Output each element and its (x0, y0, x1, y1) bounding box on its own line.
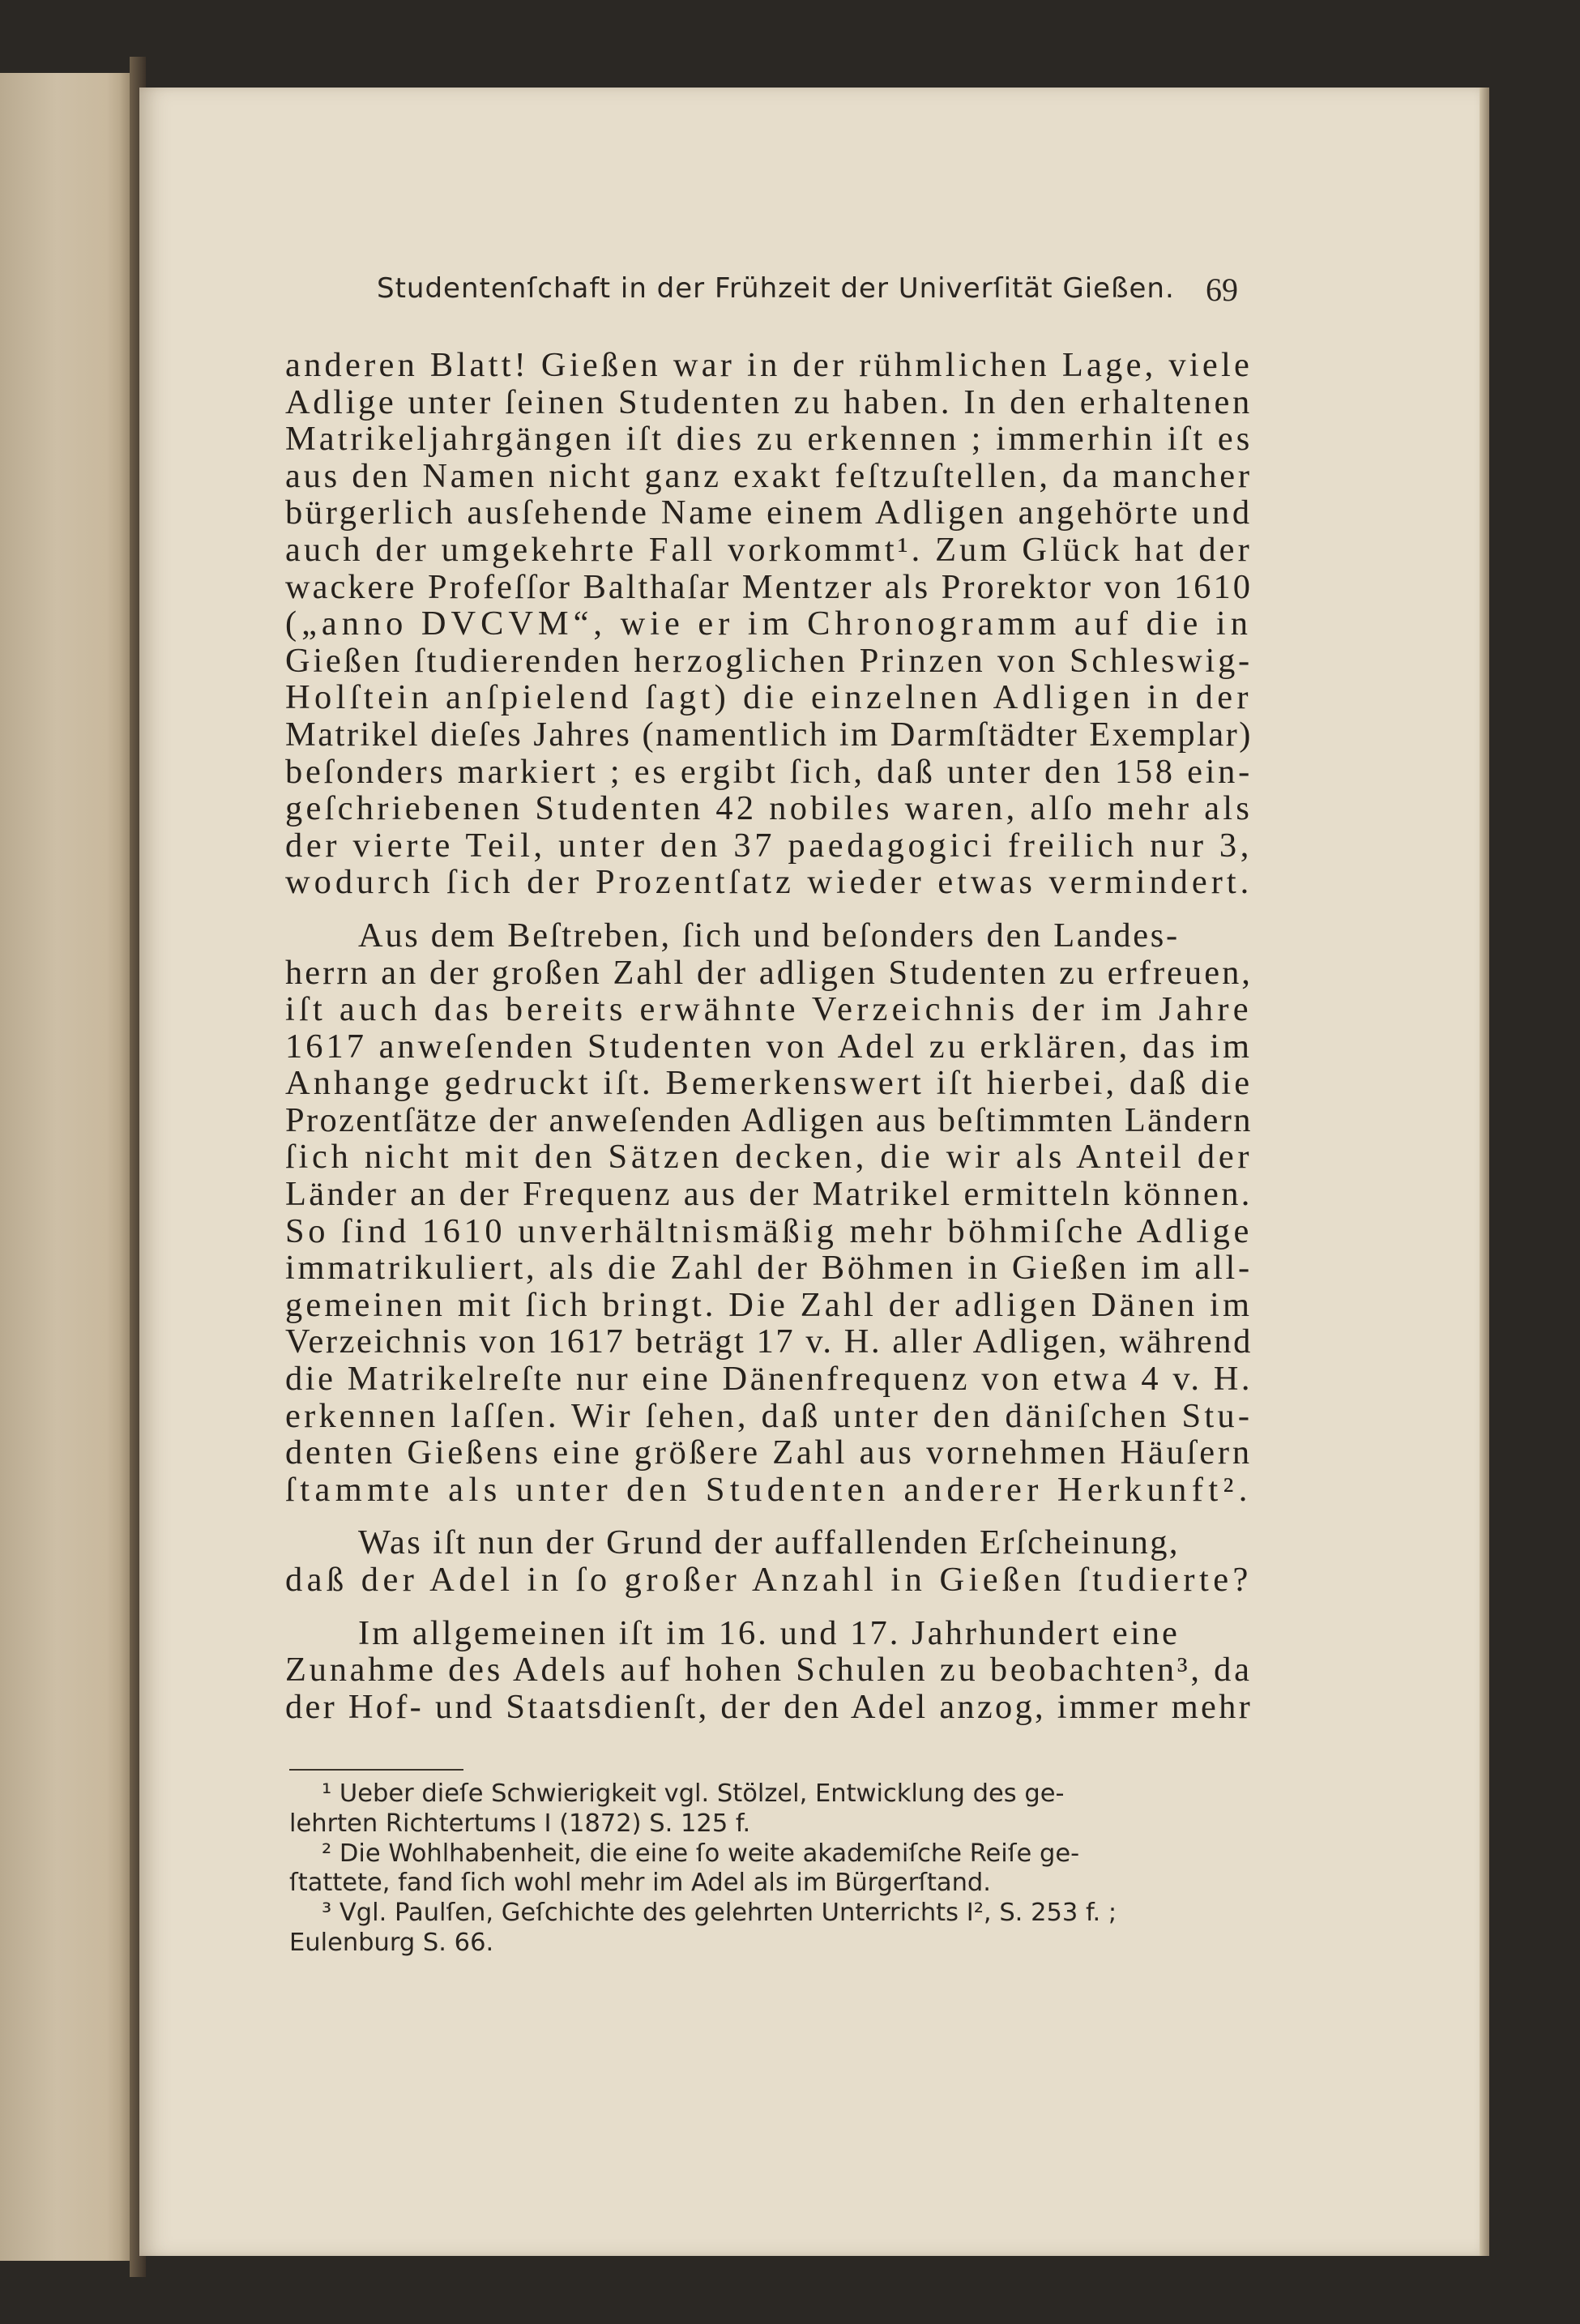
text-line: daß der Adel in ſo großer Anzahl in Gießen ſtudierte? (285, 1561, 1253, 1599)
footnote-1 (289, 1779, 1253, 1839)
text-line: immatrikuliert, als die Zahl der Böhmen in Gießen im all- (285, 1249, 1253, 1288)
text-line: geſchriebenen Studenten 42 nobiles waren, alſo mehr als (285, 789, 1253, 828)
body-text (285, 347, 1253, 1725)
footnote-line: lehrten Richtertums I (1872) S. 125 f. (289, 1809, 751, 1838)
text-line: Aus dem Beſtreben, ſich und beſonders den Landes- (358, 916, 1180, 955)
text-line: beſonders markiert ; es ergibt ſich, daß unter den 158 ein- (285, 752, 1253, 791)
text-line: erkennen laſſen. Wir ſehen, daß unter den däniſchen Stu- (285, 1396, 1253, 1435)
text-line: der Hof- und Staatsdienſt, der den Adel anzog, immer mehr (285, 1687, 1253, 1726)
text-line: Matrikeljahrgängen iſt dies zu erkennen ; immerhin iſt es (285, 420, 1253, 459)
text-line: anderen Blatt! Gießen war in der rühmlichen Lage, viele (285, 346, 1253, 384)
paragraph-continued (285, 955, 1253, 1509)
running-head: Studentenſchaft in der Frühzeit der Univerſität Gießen. (377, 272, 1175, 305)
text-line: Holſtein anſpielend ſagt) die einzelnen Adligen in der (285, 678, 1253, 717)
text-line: der vierte Teil, unter den 37 paedagogici freilich nur 3, (285, 826, 1253, 865)
footnote-line: ² Die Wohlhabenheit, die eine ſo weite akademiſche Reiſe ge- (322, 1839, 1080, 1868)
page-edge (1480, 88, 1489, 2256)
footnote-rule (289, 1769, 463, 1771)
page-number: 69 (1206, 271, 1238, 308)
text-line: iſt auch das bereits erwähnte Verzeichnis der im Jahre (285, 990, 1253, 1029)
text-line: auch der umgekehrte Fall vorkommt¹. Zum Glück hat der (285, 530, 1253, 569)
text-line: Prozentſätze der anweſenden Adligen aus beſtimmten Ländern (285, 1100, 1253, 1139)
text-line: gemeinen mit ſich bringt. Die Zahl der adligen Dänen im (285, 1285, 1253, 1324)
footnote-line: ¹ Ueber dieſe Schwierigkeit vgl. Stölzel, Entwicklung des ge- (322, 1779, 1065, 1808)
paragraph-continued (285, 1651, 1253, 1725)
text-line: ſich nicht mit den Sätzen decken, die wir als Anteil der (285, 1138, 1253, 1177)
text-line: Zunahme des Adels auf hohen Schulen zu beobachten³, da (285, 1651, 1253, 1690)
text-line: Im allgemeinen iſt im 16. und 17. Jahrhundert eine (358, 1613, 1180, 1652)
footnote-line: ³ Vgl. Paulſen, Geſchichte des gelehrten Unterrichts I², S. 253 f. ; (322, 1899, 1117, 1928)
text-line: Adlige unter ſeinen Studenten zu haben. In den erhaltenen (285, 382, 1253, 421)
facing-page-edge (0, 73, 142, 2261)
paragraph-continued (285, 1561, 1253, 1599)
paragraph (285, 347, 1253, 901)
text-line: bürgerlich ausſehende Name einem Adligen angehörte und (285, 493, 1253, 532)
text-line: wodurch ſich der Prozentſatz wieder etwas vermindert. (285, 863, 1253, 902)
text-line: herrn an der großen Zahl der adligen Studenten zu erfreuen, (285, 953, 1253, 992)
footnote-2 (289, 1839, 1253, 1899)
paragraph (285, 1524, 1253, 1561)
text-line: aus den Namen nicht ganz exakt feſtzuſtellen, da mancher (285, 456, 1253, 495)
footnote-line: Eulenburg S. 66. (289, 1928, 494, 1957)
text-line: Anhange gedruckt iſt. Bemerkenswert iſt hierbei, daß die (285, 1064, 1253, 1103)
text-line: Was iſt nun der Grund der auffallenden Erſcheinung, (358, 1523, 1180, 1562)
text-line: denten Gießens eine größere Zahl aus vornehmen Häuſern (285, 1433, 1253, 1472)
paragraph (285, 1615, 1253, 1652)
footnotes (289, 1779, 1253, 1959)
text-line: Gießen ſtudierenden herzoglichen Prinzen von Schleswig- (285, 641, 1253, 680)
text-line: Länder an der Frequenz aus der Matrikel ermitteln können. (285, 1175, 1253, 1214)
text-line: wackere Profeſſor Balthaſar Mentzer als Prorektor von 1610 (285, 567, 1253, 606)
text-line: die Matrikelreſte nur eine Dänenfrequenz von etwa 4 v. H. (285, 1360, 1253, 1399)
footnote-3 (289, 1899, 1253, 1959)
footnote-line: ſtattete, fand ſich wohl mehr im Adel als im Bürgerſtand. (289, 1869, 991, 1898)
text-line: 1617 anweſenden Studenten von Adel zu erklären, das im (285, 1027, 1253, 1066)
text-line: So ſind 1610 unverhältnismäßig mehr böhmiſche Adlige (285, 1211, 1253, 1250)
text-line: Matrikel dieſes Jahres (namentlich im Darmſtädter Exemplar) (285, 715, 1253, 754)
paragraph (285, 917, 1253, 955)
text-line: („anno DVCVM“, wie er im Chronogramm auf die in (285, 604, 1253, 643)
text-line: Verzeichnis von 1617 beträgt 17 v. H. aller Adligen, während (285, 1322, 1253, 1361)
text-line: ſtammte als unter den Studenten anderer Herkunft². (285, 1470, 1253, 1509)
